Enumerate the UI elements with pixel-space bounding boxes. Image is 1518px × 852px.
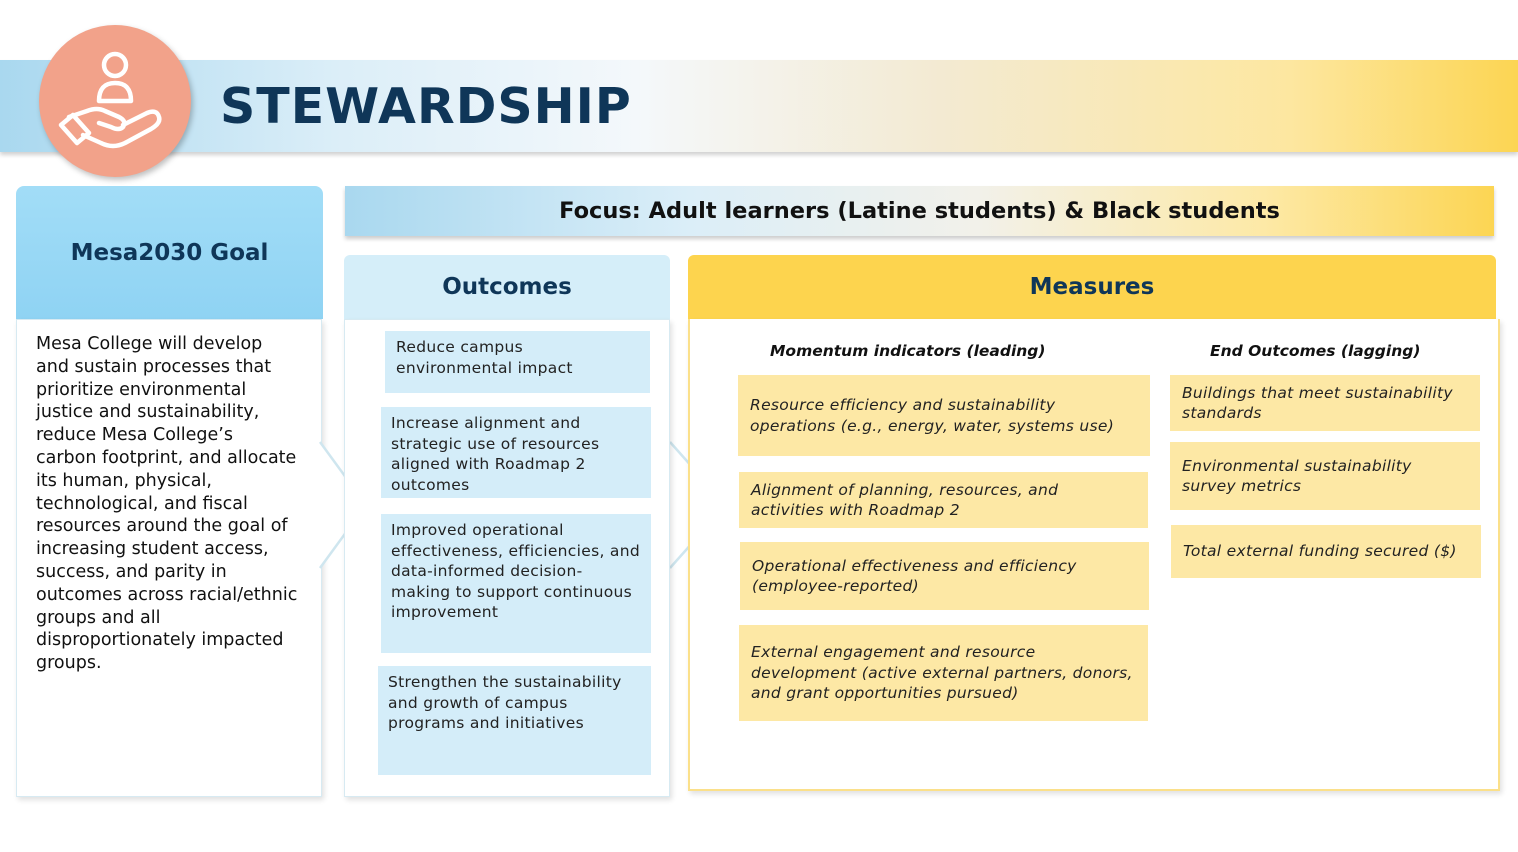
hand-holding-person-icon [39,25,191,177]
momentum-indicator-item: Resource efficiency and sustainability operations (e.g., energy, water, systems use) [738,375,1150,456]
momentum-indicator-item: Alignment of planning, resources, and activities with Roadmap 2 [739,472,1148,528]
end-outcome-item: Buildings that meet sustainability standards [1170,375,1480,431]
page-title: STEWARDSHIP [220,78,632,135]
outcome-item: Strengthen the sustainability and growth of campus programs and initiatives [378,666,651,775]
momentum-indicators-heading: Momentum indicators (leading) [770,342,1046,360]
goal-heading: Mesa2030 Goal [16,186,323,319]
momentum-indicator-item: External engagement and resource development (active external partners, donors, and grant opportunities pursued) [739,625,1148,721]
end-outcomes-heading: End Outcomes (lagging) [1210,342,1421,360]
end-outcome-item: Total external funding secured ($) [1171,525,1481,578]
outcome-item: Reduce campus environmental impact [385,331,650,393]
momentum-indicator-item: Operational effectiveness and efficiency (employee-reported) [740,542,1149,610]
outcomes-heading: Outcomes [344,255,670,319]
stewardship-icon-badge [39,25,191,177]
focus-bar: Focus: Adult learners (Latine students) & Black students [345,186,1494,236]
outcome-item: Increase alignment and strategic use of resources aligned with Roadmap 2 outcomes [381,407,651,498]
end-outcome-item: Environmental sustainability survey metrics [1170,442,1480,510]
goal-text: Mesa College will develop and sustain processes that prioritize environmental justice and sustainability, reduce Mesa College’s carbon footprint, and allocate its human, physical, technological, and fiscal resources around the goal of increasing student access, success, and parity in outcomes across racial/ethnic groups and all disproportionately impacted groups. [36,334,298,674]
outcome-item: Improved operational effectiveness, efficiencies, and data-informed decision-making to support continuous improvement [381,514,651,653]
measures-heading: Measures [688,255,1496,319]
